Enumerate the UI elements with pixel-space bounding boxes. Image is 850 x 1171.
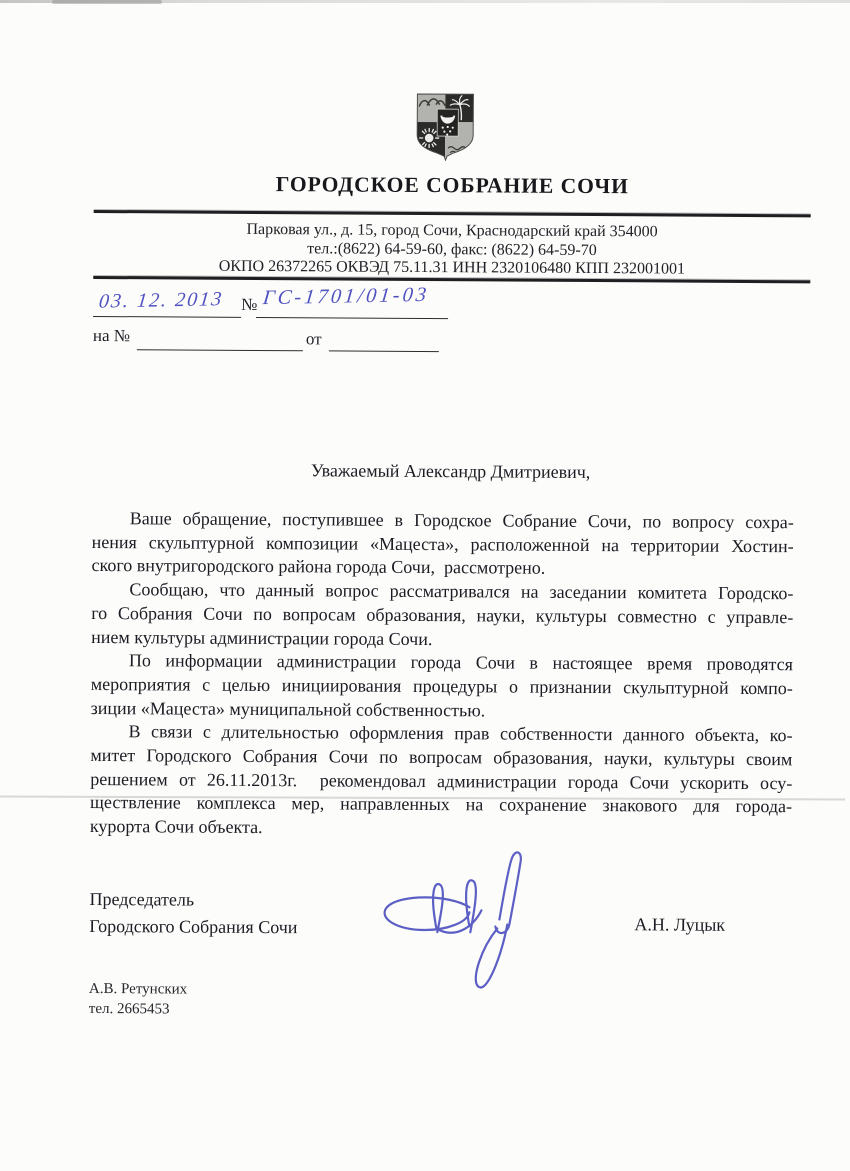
reply-date-blank-line <box>329 349 439 352</box>
body-line: В связи с длительностью оформления прав собственности данного объекта, ко- <box>128 721 793 746</box>
handwritten-date: 03. 12. 2013 <box>97 288 225 313</box>
handwritten-outgoing-number: ГС-1701/01-03 <box>261 283 431 310</box>
body-line: ского внутригородского района города Сочи, рассмотрено. <box>91 555 546 579</box>
body-line: мероприятия с целью инициирования процедуры о признании скульптурной компо- <box>90 673 793 699</box>
body-line: Ваше обращение, поступившее в Городское Собрание Сочи, по вопросу сохра- <box>129 508 794 533</box>
sochi-coat-of-arms-icon <box>416 93 474 161</box>
reply-from-date-label: от <box>305 329 322 349</box>
body-line: го Собрания Сочи по вопросам образования, науки, культуры совместно с управле- <box>91 602 794 628</box>
date-blank-line <box>93 315 241 318</box>
body-line: Сообщаю, что данный вопрос рассматривался на заседании комитета Городско- <box>129 579 794 604</box>
number-label: № <box>241 294 258 314</box>
address-line: Парковая ул., д. 15, город Сочи, Краснодарский край 354000 <box>246 220 658 241</box>
number-blank-line <box>256 316 448 319</box>
body-line: По информации администрации города Сочи в настоящее время проводятся <box>128 650 794 675</box>
phone-fax-line: тел.:(8622) 64-59-60, факс: (8622) 64-59-70 <box>307 239 597 259</box>
executor-block <box>89 979 187 1020</box>
executor-phone: тел. 2665453 <box>88 1000 170 1018</box>
letterhead-address-block <box>93 220 810 280</box>
body-line: курорта Сочи объекта. <box>89 816 263 838</box>
reference-block <box>92 283 513 361</box>
signer-role-line2: Городского Собрания Сочи <box>89 915 298 938</box>
salutation: Уважаемый Александр Дмитриевич, <box>310 460 591 483</box>
body-line: нием культуры администрации города Сочи. <box>91 626 433 649</box>
body-line: нения скульптурной композиции «Мацеста», расположенной на территории Хостин- <box>91 531 794 556</box>
body-line: решением от 26.11.2013г. рекомендовал администрации города Сочи ускорить осу- <box>90 768 793 793</box>
signer-name: А.Н. Луцык <box>634 914 726 935</box>
organization-name: ГОРОДСКОЕ СОБРАНИЕ СОЧИ <box>275 172 629 199</box>
reply-number-blank-line <box>137 348 303 351</box>
reply-to-number-label: на № <box>92 325 131 346</box>
signer-role-line1: Председатель <box>89 888 195 910</box>
handwritten-signature-icon <box>379 843 530 1001</box>
registration-codes-line: ОКПО 26372265 ОКВЭД 75.11.31 ИНН 2320106480 КПП 232001001 <box>218 257 686 278</box>
signer-role <box>89 886 297 941</box>
body-line: митет Городского Собрания Сочи по вопросам образования, науки, культуры своим <box>90 745 793 770</box>
body-line: зиции «Мацеста» муниципальной собственностью. <box>90 697 486 721</box>
body-line: ществление комплекса мер, направленных на сохранение знакового для города- <box>90 792 793 817</box>
divider-line <box>94 210 811 217</box>
executor-name: А.В. Ретунских <box>88 980 188 998</box>
body-paragraphs <box>90 507 794 843</box>
